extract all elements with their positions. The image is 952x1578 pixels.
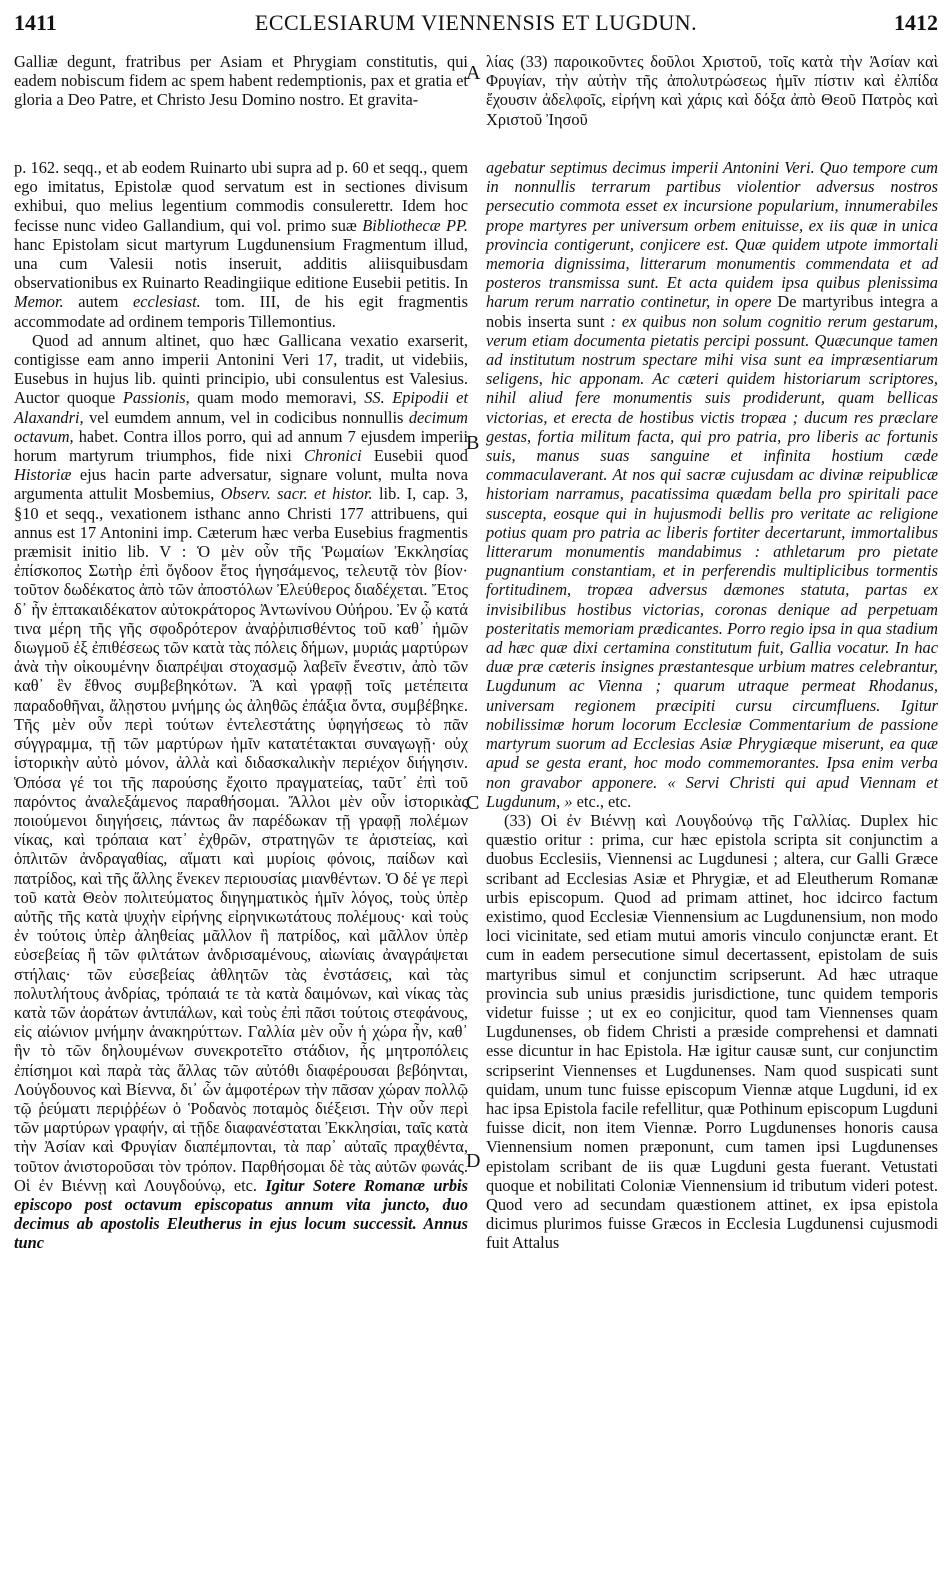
note-text: Quod ad annum altinet, quo hæc Gallicana vexatio exarserit, contigisse eam anno imperii Antonini Veri 17, tradit, ut videbiis, Eusebus in hujus lib. quinti principio, ubi consulentus est Valesius. Auctor quoque xyxy=(14,330,468,408)
note-italic: Passionis, xyxy=(122,388,190,408)
note-text: etc., etc. xyxy=(572,791,632,811)
note-text: autem xyxy=(63,292,133,312)
note-text: Eusebii quod xyxy=(361,446,468,466)
note-text: vel eumdem annum, vel in codicibus nonnullis xyxy=(83,407,409,427)
note-text: De martyribus integra a nobis inserta sunt xyxy=(486,292,939,331)
running-title: ECCLESIARUM VIENNENSIS ET LUGDUN. xyxy=(254,10,698,35)
note-text: p. 162. seqq., et ab eodem Ruinarto ubi supra ad p. 60 et seqq., quem ego imitatus, Epistolæ quod servatum est in sectiones divisum exhibui, quo melius legentium commodis consulerettr. Idem hoc fecisse nunc video Gallandium, qui vol. primo suæ xyxy=(14,158,468,235)
page-number-right: 1412 xyxy=(894,10,938,35)
note-italic: Bibliothecæ PP. xyxy=(362,215,468,235)
note-italic: ecclesiast. xyxy=(132,292,201,312)
note-text: tom. III, de his egit fragmentis accommodate ad ordinem temporis Tillemontius. xyxy=(14,292,468,331)
latin-translation-top xyxy=(14,52,468,146)
margin-marker-d: D xyxy=(466,1150,481,1172)
margin-marker-a: A xyxy=(466,62,481,84)
note-paragraph-2 xyxy=(14,331,468,1253)
note-bold-italic: Igitur Sotere Romanæ urbis episcopo post octavum episcopatus annum vita juncto, duo decimus ab apostolis Eleutherus in ejus locum successit. Annus tunc xyxy=(14,1175,468,1253)
note-text: quam modo memoravi, xyxy=(189,388,365,408)
latin-text: Galliæ degunt, fratribus per Asiam et Phrygiam constitutis, qui eadem nobiscum fidem ac spem habent redemptionis, pax et gratia et gloria a Deo Patre, et Christo Jesu Domino nostro. Et gravita- xyxy=(14,52,468,110)
note-text: habet. Contra illos porro, qui ad annum 7 ejusdem imperii horum martyrum triumphos, fide nixi xyxy=(14,426,468,466)
note-paragraph-3 xyxy=(486,158,938,811)
note-italic: agebatur septimus decimus imperii Antonini Veri. Quo tempore cum in nonnullis terrarum partibus violentior adversus nostros persecutio commota esset ex incursione popularium, innumerabiles prope martyres per universum orbem enituisse, ex iis quæ in unica provincia contigerunt, conjicere est. Quæ quidem utpote immortali memoria dignissima, litterarum monumentis commendata et ad posteros transmissa sunt. Et acta quidem ipsa quibus plenissima harum rerum narratio continetur, in opere xyxy=(486,158,938,312)
page-number-left: 1411 xyxy=(14,10,57,35)
greek-text: λίας (33) παροικοῦντες δοῦλοι Χριστοῦ, τοῖς κατὰ τὴν Ἀσίαν καὶ Φρυγίαν, τὴν αὐτὴν τῆς ἀπολυτρώσεως ἡμῖν πίστιν καὶ ἐλπίδα ἔχουσιν ἀδελφοῖς, εἰρήνη καὶ χάρις καὶ δόξα ἀπὸ Θεοῦ Πατρὸς καὶ Χριστοῦ Ἰησοῦ xyxy=(486,52,938,129)
note-paragraph-4: (33) Οἱ ἐν Βιέννῃ καὶ Λουγδούνῳ τῆς Γαλλίας. Duplex hic quæstio oritur : prima, cur hæc epistola scripta sit conjunctim a duobus Ecclesiis, Viennensi ac Lugdunesi ; altera, cur Galli Græce scribant ad Ecclesias Asiæ et Phrygiæ, et ad Eleutherum Romanæ urbis episcopum. Quod ad primam attinet, hoc idcirco factum existimo, quod Ecclesiæ Viennensium ac Lugdunensium, non modo loci vicinitate, sed etiam mutui amoris vinculo conjunctæ erant. Et cum in eadem persecutione simul decertassent, epistolam de suis martyribus simul et conjunctim scripserunt. Ad hæc utraque provincia sub unius præsidis jurisdictione, tunc quidem temporis videtur fuisse ; ut ex eo conjicitur, quod tam Viennenses quam Lugdunenses, ob fidem Christi a præside comprehensi et damnati esse dicuntur in hac Epistola. Hæ igitur causæ sunt, cur conjunctim scripserint Viennenses et Lugdunenses. Nam quod suspicati sunt quidam, unum tunc fuisse episcopum Viennæ atque Lugduni, id ex hac ipsa Epistola facile refellitur, quæ Pothinum episcopum Lugduni fuisse dicit, non item Viennæ. Porro Lugdunenses honoris causa Viennensium nomen præponunt, cum tamen ipsi Lugdunenses epistolam scribant de iis quæ Lugduni gesta fuerant. Vetustati quoque et nobilitati Coloniæ Viennensium id tributum videri potest. Quod vero ad secundam quæstionem attinet, ex ipsa epistola dicimus plurimos fuisse Græcos in Ecclesia Lugdunensi cujusmodi fuit Attalus xyxy=(486,810,938,1253)
note-text: ejus hacin parte adversatur, signare volunt, multa nova argumenta attulit Mosbemius, xyxy=(14,465,468,504)
note-italic: Observ. sacr. et histor. xyxy=(220,484,373,504)
greek-text-top xyxy=(486,52,938,146)
note-italic: Memor. xyxy=(14,292,64,312)
note-italic: Historiæ xyxy=(14,465,72,485)
note-italic: SS. Epipodii et Alaxandri, xyxy=(14,388,469,427)
note-text: lib. I, cap. 3, §10 et seqq., vexationem isthanc anno Christi 177 attribuens, qui annus est 17 Antonini imp. Cæterum hæc verba Eusebius fragmentis præmisit initio lib. V : Ὁ μὲν οὖν τῆς Ῥωμαίων Ἐκκλησίας ἐπίσκοπος Σωτὴρ ἐπὶ ὄγδοον ἔτος ἡγησάμενος, τελευτᾷ τὸν βίον· τοῦτον δωδέκατος ἀπὸ τῶν ἀποστόλων Ἐλεύθερος διαδέχεται. Ἔτος δ᾽ ἦν ἑπτακαιδέκατον αὐτοκράτορος Ἀντωνίνου Οὐήρου. Ἐν ᾧ κατά τινα μέρη τῆς γῆς σφοδρότερον ἀναῤῥιπισθέντος τοῦ καθ᾽ ἡμῶν διωγμοῦ ἐξ ἐπιθέσεως τῶν κατὰ τὰς πόλεις δήμων, μυριάς μαρτύρων ἀνὰ τὴν οἰκουμένην διαπρέψαι στοχασμῷ λαβεῖν ἔνεστιν, ἀπὸ τῶν καθ᾽ ἓν ἔθνος συμβεβηκότων. Ἃ καὶ γραφῇ τοῖς μετέπειτα παραδοθῆναι, ἄλῃστου μνήμης ὡς ἀληθῶς ἐπάξια ὄντα, συμβέβηκε. Τῆς μὲν οὖν περὶ τούτων ἐντελεστάτης ὑφηγήσεως τὸ πᾶν σύγγραμμα, τῇ τῶν μαρτύρων ἡμῖν κατατέτακται συναγωγῇ· οὐχ ἱστορικὴν αὐτὸ μόνον, ἀλλὰ καὶ διδασκαλικὴν περιέχον διήγησιν. Ὁπόσα γέ τοι τῆς παρούσης ἔχοιτο πραγματείας, ταῦτ᾽ ἐπὶ τοῦ παρόντος ἀναλεξάμενος παραθήσομαι. Ἄλλοι μὲν οὖν ἱστορικὰς ποιούμενοι διηγήσεις, πάντως ἂν παρέδωκαν τῇ γραφῇ πολέμων νίκας, καὶ τρόπαια κατ᾽ ἐχθρῶν, στρατηγῶν τε ἀριστείας, καὶ ὁπλιτῶν ἀνδραγαθίας, αἵματι καὶ μυρίοις φόνοις, παίδων καὶ πατρίδος, καὶ τῆς ἄλλης ἕνεκεν περιουσίας μιανθέντων. Ὁ δέ γε περὶ τοῦ κατὰ Θεὸν πολιτεύματος διηγηματικὸς ἡμῖν λόγος, τοὺς ὑπὲρ αὐτῆς τῆς κατὰ ψυχὴν εἰρήνης εἰρηνικωτάτους πολέμους· καὶ τοὺς ἐν τούτοις ὑπὲρ ἀληθείας μᾶλλον ἢ πατρίδος, καὶ μᾶλλον ὑπὲρ εὐσεβείας ἢ τῶν φιλτάτων ἀνδρισαμένους, αἰωνίαις ἀναγράψεται στήλαις· τῶν εὐσεβείας ἀθλητῶν τὰς ἐνστάσεις, καὶ τὰς πολυτλήτους ἀνδρίας, τρόπαιά τε τὰ κατὰ δαιμόνων, καὶ νίκας τὰς κατὰ τῶν ἀοράτων ἀντιπάλων, καὶ τοὺς ἐπὶ πᾶσι τούτοις στεφάνους, εἰς αἰώνιον μνήμην ἀνακηρύττων. Γαλλία μὲν οὖν ἡ χώρα ἦν, καθ᾽ ἣν τὸ τῶν δηλουμένων συνεκροτεῖτο στάδιον, ἧς μητροπόλεις ἐπίσημοι καὶ παρὰ τὰς ἄλλας τῶν αὐτόθι διαφέρουσαι βεβόηνται, Λούγδουνος καὶ Βίεννα, δι᾽ ὧν ἀμφοτέρων τὴν πᾶσαν χώραν πολλῷ τῷ ῥεύματι περιῤῥέων ὁ Ῥοδανὸς ποταμὸς διέξεισι. Τὴν οὖν περὶ τῶν μαρτύρων γραφήν, αἱ τῇδε διαφανέσταται Ἐκκλησίαι, ταῖς κατὰ τὴν Ἀσίαν καὶ Φρυγίαν διαπέμπονται, τὰ παρ᾽ αὐταῖς πραχθέντα, τοῦτον ἀνιστοροῦσαι τὸν τρόπον. Παρθήσομαι δὲ τὰς αὐτῶν φωνάς. Οἱ ἐν Βιέννῃ καὶ Λουγδούνῳ, etc. xyxy=(14,484,468,1195)
note-italic: Chronici xyxy=(303,446,362,466)
margin-marker-b: B xyxy=(466,432,480,454)
note-text: hanc Epistolam sicut martyrum Lugdunensium Fragmentum illud, una cum Valesii notis inseruit, additis aliisquibusdam observationibus ex Ruinarto Readingiique editione Eusebii petitis. In xyxy=(14,234,468,293)
notes-right-column xyxy=(486,158,938,1578)
margin-marker-c: C xyxy=(466,792,480,814)
notes-left-column xyxy=(14,158,468,1578)
note-paragraph-1 xyxy=(14,158,468,331)
note-italic: : ex quibus non solum cognitio rerum gestarum, verum etiam documenta pietatis percipi possunt. Quæcunque tamen ad institutum nostrum spectare mihi visa sunt ea impræsentiarum seligens, hic apponam. Ac cæteri quidem historiarum scriptores, nihil aliud fere monumentis suis prodiderunt, quam bellicas victorias, et erecta de hostibus victis tropæa ; ducum res præclare gestas, fortia militum facta, qui pro patria, pro liberis ac fortunis suis, manus suas sanguine et infinita hostium cæde commaculaverant. At nos qui sacræ cujusdam ac divinæ reipublicæ historiam narramus, pacatissima quædam bella pro spiritali pace suscepta, eosque qui in hujusmodi bellis pro veritate ac religione potius quam pro patria ac liberis fortiter decertarunt, immortalibus litterarum monumentis mandabimus : athletarum pro pietate pugnantium constantiam, et in perferendis multiplicibus tormentis fortitudinem, tropæa adversus dæmones statuta, partas ex invisibilibus hostibus victorias, coronas denique ad perpetuam posteritatis memoriam prædicantes. Porro regio ipsa in qua stadium ad hæc quæ dixi certamina constitutum fuit, Gallia vocatur. In hac duæ præ cæteris insignes præstantesque urbium matres celebrantur, Lugdunum ac Vienna ; quarum utraque permeat Rhodanus, universam regionem præcipiti cursu circumfluens. Igitur nobilissimæ horum locorum Ecclesiæ Commentarium de passione martyrum suorum ad Ecclesias Asiæ Phrygiæque miserunt, ea quæ apud se gesta erant, hoc modo commemorantes. Ipsa enim verba non gravabor apponere. « Servi Christi qui apud Viennam et Lugdunum, » xyxy=(486,311,939,811)
note-italic: decimum octavum, xyxy=(14,407,468,446)
page-header xyxy=(0,0,952,44)
